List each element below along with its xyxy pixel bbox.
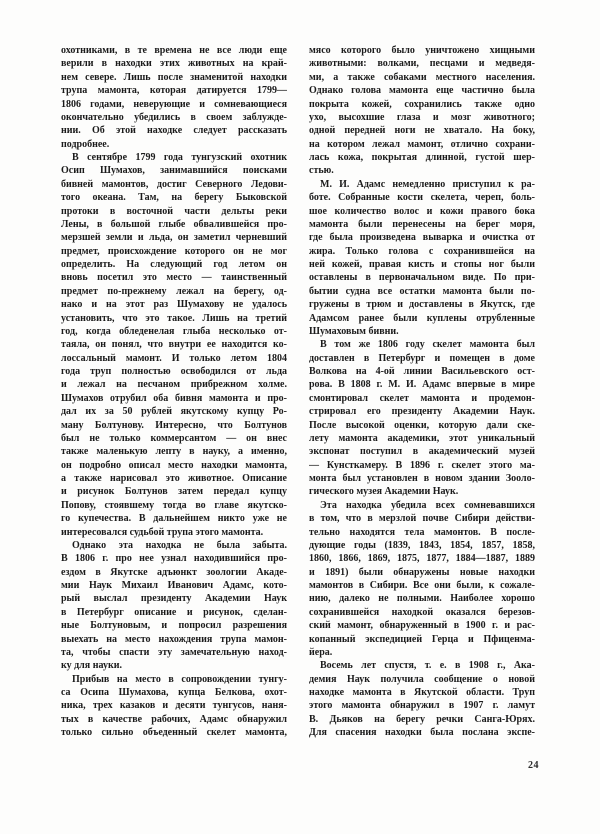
text-line: мии Наук Михаил Иванович Адамс, кото- (61, 580, 287, 591)
text-line: тых в качестве рабочих, Адамс обнаружил (61, 713, 287, 725)
text-line: в том, что в мерзлой почве Сибири действи- (309, 513, 535, 525)
text-line: ездом в Якутске адъюнкт зоологии Акаде- (61, 566, 287, 578)
text-line: 1860, 1866, 1869, 1875, 1877, 1884—1887, 1889 (309, 553, 535, 565)
text-line: ману Болтунову. Интересно, что Болтунов (61, 419, 287, 431)
text-line: та, чтобы спасти эту замечательную наход- (61, 646, 287, 658)
text-line: на котором лежал мамонт, отлично сохрани- (309, 138, 535, 150)
text-line: лась кожа, покрытая длинной, густой шер- (309, 152, 535, 163)
text-line: одной передней ноги не хватало. На боку, (309, 125, 535, 137)
text-line: предмет, происхождение которого он не мог (61, 245, 287, 257)
text-line: он подробно описал место находки мамонта, (61, 459, 287, 471)
text-line: Осип Шумахов, занимавшийся поисками (61, 165, 287, 177)
text-line: Волкова на 4-ой линии Васильевского ост- (309, 366, 535, 377)
text-line: доставлен в Петербург и помещен в доме (309, 352, 535, 364)
text-line: смонтировал скелет мамонта и продемон- (309, 392, 535, 404)
text-line: йера. (309, 646, 333, 658)
text-column-right (309, 44, 535, 740)
text-line: ные Болтуновым, и попросил разрешения (61, 620, 287, 632)
text-line: жира. Только голова с сохранившейся на (309, 245, 535, 257)
text-line: и 1891) были обнаружены новые находки (309, 566, 535, 578)
text-line: ку для науки. (61, 660, 122, 672)
text-line: В 1806 г. про нее узнал находившийся про- (61, 553, 287, 565)
text-line: гружены в трюм и доставлены в Якутск, где (309, 299, 535, 311)
text-line: ухо, высохшие глаза и мозг животного; (309, 111, 535, 123)
text-line: В. Дьяков на берегу речки Санга-Юрях. (309, 713, 535, 725)
text-line: установить, что это такое. Лишь на третий (61, 312, 287, 324)
page-number: 24 (528, 760, 539, 771)
text-line: года труп полностью освободился от льда (61, 366, 287, 377)
text-line: этого мамонта обнаружил в 1907 г. ламут (309, 700, 535, 712)
text-line: только сильно объеденный скелет мамонта, (61, 727, 287, 739)
text-line: рый выслал президенту Академии Наук (61, 593, 287, 605)
text-line: В том же 1806 году скелет мамонта был (320, 339, 535, 351)
text-line: находке мамонта в Якутской области. Труп (309, 687, 535, 698)
text-line: охотниками, в те времена не все люди еще (61, 45, 287, 56)
text-line: Шумахов отрубил оба бивня мамонта и про- (61, 392, 287, 404)
text-line: После высокой оценки, которую дали ске- (309, 419, 535, 431)
text-line: где была произведена выварка и очистка от (309, 232, 535, 244)
text-line: предмет по-прежнему лежал на берегу, од- (61, 285, 287, 297)
text-line: дующие годы (1839, 1843, 1854, 1857, 1858, (309, 539, 535, 551)
text-line: ми, а также собаками местного населения. (309, 71, 535, 83)
text-line: сохранившейся находкой оказался березов- (309, 606, 535, 618)
text-line: определить. На следующий год летом он (61, 259, 287, 270)
text-line: го купечества. В дальнейшем никто уже не (61, 513, 287, 525)
text-line: год, когда обледенелая глыба несколько от- (61, 325, 287, 337)
text-line: тельно находятся тела мамонтов. В после- (309, 526, 535, 538)
text-line: Попову, стоявшему тогда во главе якутско- (61, 499, 287, 511)
text-line: копанный экспедицией Герца и Пфиценма- (309, 633, 535, 645)
text-line: Лены, в большой глыбе обвалившейся про- (61, 218, 287, 230)
text-line: покрыта кожей, сохранились также одно (309, 98, 535, 110)
text-column-left (61, 44, 287, 740)
text-line: животными: волками, песцами и медведя- (309, 58, 535, 70)
text-line: оставлены в первоначальном виде. По при- (309, 272, 535, 284)
text-line: и лежал на песчаном прибрежном холме. (61, 379, 287, 391)
text-line: ский мамонт, обнаруженный в 1900 г. и рас- (309, 620, 535, 632)
text-line: также маленькую лепту в науку, а именно, (61, 446, 287, 458)
text-line: экспонат поступил в академический музей (309, 446, 535, 458)
text-line: 1806 годами, неверующие и сомневающиеся (61, 98, 287, 110)
text-line: стрировал его президенту Академии Наук. (309, 406, 535, 418)
text-line: боте. Собранные кости скелета, череп, боль- (309, 192, 535, 204)
text-line: интересовался судьбой трупа этого мамонта. (61, 526, 264, 538)
text-line: дал их за 50 рублей якутскому купцу Ро- (61, 406, 287, 418)
text-line: ника, трех казаков и десяти тунгусов, наня- (61, 700, 287, 712)
text-line: лоссальный мамонт. И только летом 1804 (61, 352, 287, 364)
text-line: трупа мамонта, которая датируется 1799— (61, 85, 287, 97)
text-line: шое количество волос и кожи правого бока (309, 205, 535, 217)
text-line: бытии судна все остатки мамонта были по- (309, 285, 535, 297)
text-line: Однако голова мамонта еще частично была (309, 85, 535, 97)
text-line: Прибыв на место в сопровождении тунгу- (72, 673, 287, 685)
text-line: рова. В 1808 г. М. И. Адамс впервые в мире (309, 379, 535, 391)
text-line: окончательно убедились в своем заблужде- (61, 111, 287, 123)
text-line: нако и на этот раз Шумахову не удалось (61, 299, 287, 311)
text-line: выехать на место нахождения трупа мамон- (61, 633, 287, 645)
text-line: мамонта были перенесены на берег моря, (309, 218, 535, 230)
text-line: В сентябре 1799 года тунгузский охотник (72, 152, 287, 163)
text-line: Шумаховым бивни. (309, 325, 399, 337)
text-line: нии. Об этой находке следует рассказать (61, 125, 287, 137)
text-line: мерзшей земли и льда, он заметил черневший (61, 232, 287, 244)
text-line: был не только коммерсантом — он внес (61, 432, 287, 444)
text-columns (61, 44, 535, 740)
text-line: Восемь лет спустя, т. е. в 1908 г., Ака- (320, 660, 535, 672)
text-line: мясо которого было уничтожено хищными (309, 45, 535, 56)
text-line: мамонтов в Сибири. Все они были, к сожале- (309, 580, 535, 591)
text-line: а также нарисовал это животное. Описание (61, 473, 287, 484)
text-line: ней кожей, правая кисть и стопы ног были (309, 259, 535, 270)
text-line: нию, далеко не полными. Наиболее хорошо (309, 593, 535, 605)
text-line: того океана. Там, на берегу Быковской (61, 192, 287, 204)
text-line: Однако эта находка не была забыта. (72, 539, 287, 551)
text-line: подробнее. (61, 138, 110, 150)
text-line: Для спасения находки была послана экспе- (309, 727, 535, 739)
text-line: верили в находки этих животных на край- (61, 58, 287, 70)
text-line: гического музея Академии Наук. (309, 486, 459, 498)
text-line: Адамсом ранее были куплены отрубленные (309, 312, 535, 324)
text-line: Эта находка убедила всех сомневавшихся (320, 499, 535, 511)
text-line: монта был установлен в новом здании Зооло- (309, 473, 535, 484)
text-line: — Кунсткамеру. В 1896 г. скелет этого ма- (309, 459, 535, 471)
text-line: лету мамонта академики, этот уникальный (309, 432, 535, 444)
text-line: таяла, он понял, что внутри ее находится ко- (61, 339, 287, 351)
text-line: са Осипа Шумахова, купца Белкова, охот- (61, 687, 287, 698)
text-line: в Петербург описание и рисунок, сделан- (61, 606, 287, 618)
text-line: демия Наук получила сообщение о новой (309, 673, 535, 685)
text-line: стью. (309, 165, 334, 177)
text-line: М. И. Адамс немедленно приступил к ра- (320, 178, 535, 190)
text-line: нем севере. Лишь после знаменитой находки (61, 71, 287, 83)
text-line: вновь посетил это место — таинственный (61, 272, 287, 284)
text-line: и рисунок Болтунов затем передал купцу (61, 486, 287, 498)
text-line: протоки в восточной части дельты реки (61, 205, 287, 217)
text-line: бивней мамонтов, достиг Северного Ледови- (61, 178, 287, 190)
